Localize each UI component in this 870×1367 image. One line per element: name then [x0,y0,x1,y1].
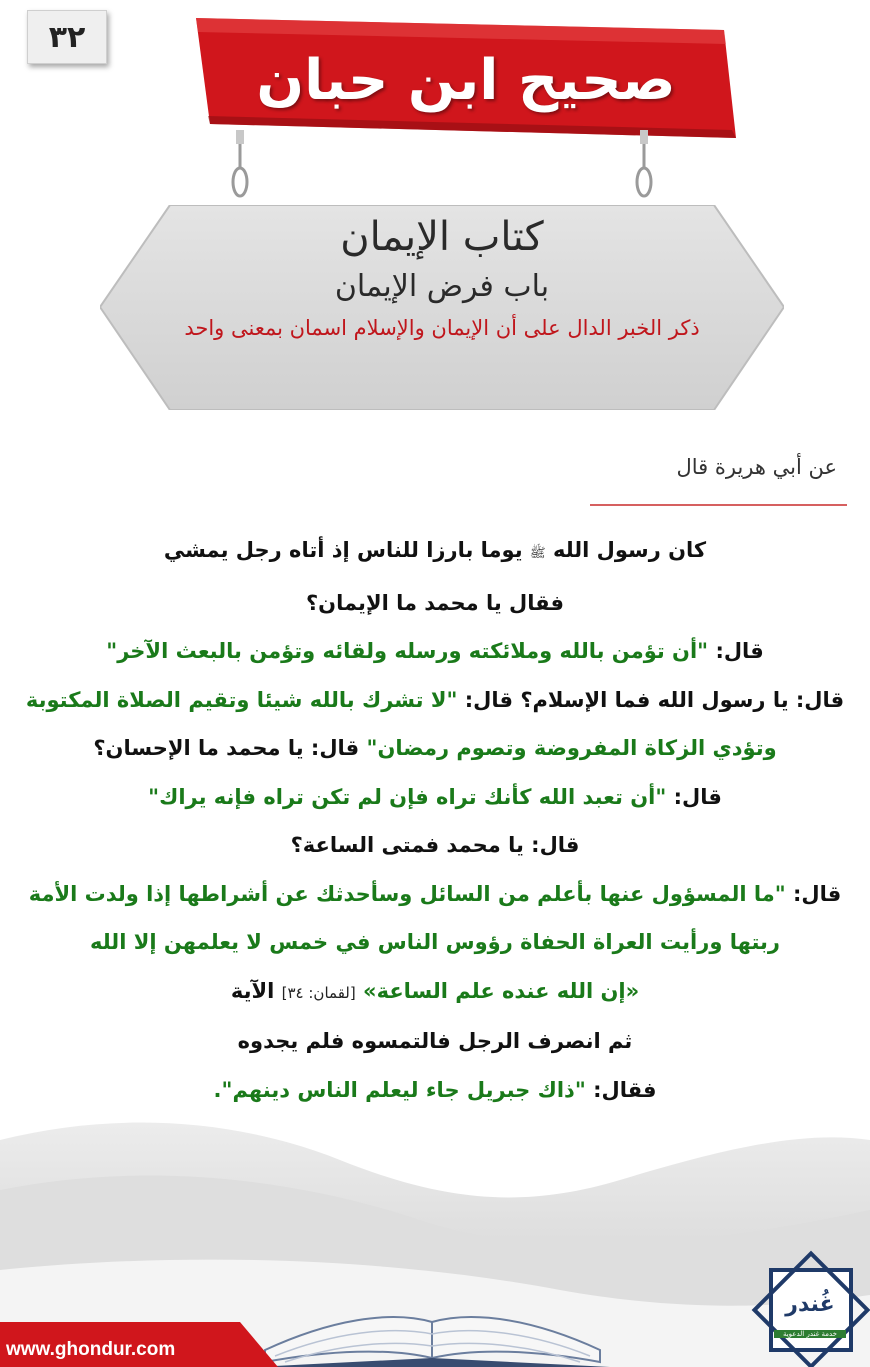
logo-name: غُندر [785,1292,835,1317]
hadith-line [20,918,850,967]
hadith-answer: "ما المسؤول عنها بأعلم من السائل وسأحدثك عن أشراطها إذا ولدت الأمة [28,881,786,906]
honorific-symbol: ﷺ [529,546,546,561]
hadith-line [20,1017,850,1066]
section-title: ذكر الخبر الدال على أن الإيمان والإسلام اسمان بمعنى واحد [184,316,700,340]
hadith-line [20,773,850,822]
hadith-text-span: ثم انصرف الرجل فالتمسوه فلم يجدوه [237,1029,633,1053]
hadith-answer: "ذاك جبريل جاء ليعلم الناس دينهم". [213,1077,586,1102]
page-number: ٣٢ [27,10,107,64]
hadith-line [20,870,850,919]
chapter-title: باب فرض الإيمان [334,269,550,304]
hadith-answer: "لا تشرك بالله شيئا وتقيم الصلاة المكتوبة [25,687,458,712]
narrator: عن أبي هريرة قال [676,455,837,479]
hadith-text-span: الآية [230,978,275,1003]
divider [590,504,847,506]
hadith-answer: "أن تعبد الله كأنك تراه فإن لم تكن تراه فإنه يراك" [148,784,667,809]
hadith-line [20,676,850,725]
verse-reference: [لقمان: ٣٤] [281,983,356,1002]
hadith-line [20,526,850,579]
hadith-line [20,967,850,1018]
quran-verse: «إن الله عنده علم الساعة» [363,978,640,1003]
hadith-answer: "أن تؤمن بالله وملائكته ورسله ولقائه وتؤمن بالبعث الآخر" [106,639,709,663]
hadith-line [20,579,850,628]
footer-artwork [0,1100,870,1367]
hadith-question: قال: [673,784,722,809]
hadith-text-span: كان رسول الله [552,538,707,562]
hanging-hooks [0,130,870,210]
hadith-text-span: فقال يا محمد ما الإيمان؟ [305,590,564,615]
hadith-question: قال: [793,881,842,906]
banner-title: صحيح ابن حبان [256,47,676,113]
hadith-question: قال: يا محمد ما الإحسان؟ [93,736,360,760]
hadith-line [20,724,850,773]
hadith-question: فقال: [593,1077,657,1102]
book-title: كتاب الإيمان [340,214,544,260]
hadith-question: قال: [715,639,764,663]
hadith-text [20,526,850,1114]
hadith-question: قال: يا محمد فمتى الساعة؟ [290,833,580,857]
website-link[interactable]: www.ghondur.com [6,1339,176,1360]
hadith-answer: ربتها ورأيت العراة الحفاة رؤوس الناس في خمس لا يعلمهن إلا الله [90,930,780,954]
hadith-answer: وتؤدي الزكاة المفروضة وتصوم رمضان" [366,736,777,760]
hadith-question: قال: يا رسول الله فما الإسلام؟ قال: [464,687,845,712]
hadith-line [20,821,850,870]
logo-subtitle: خدمة غندر الدعوية [774,1330,846,1338]
hadith-line [20,627,850,676]
hadith-text-span: يوما بارزا للناس إذ أتاه رجل يمشي [163,538,523,562]
